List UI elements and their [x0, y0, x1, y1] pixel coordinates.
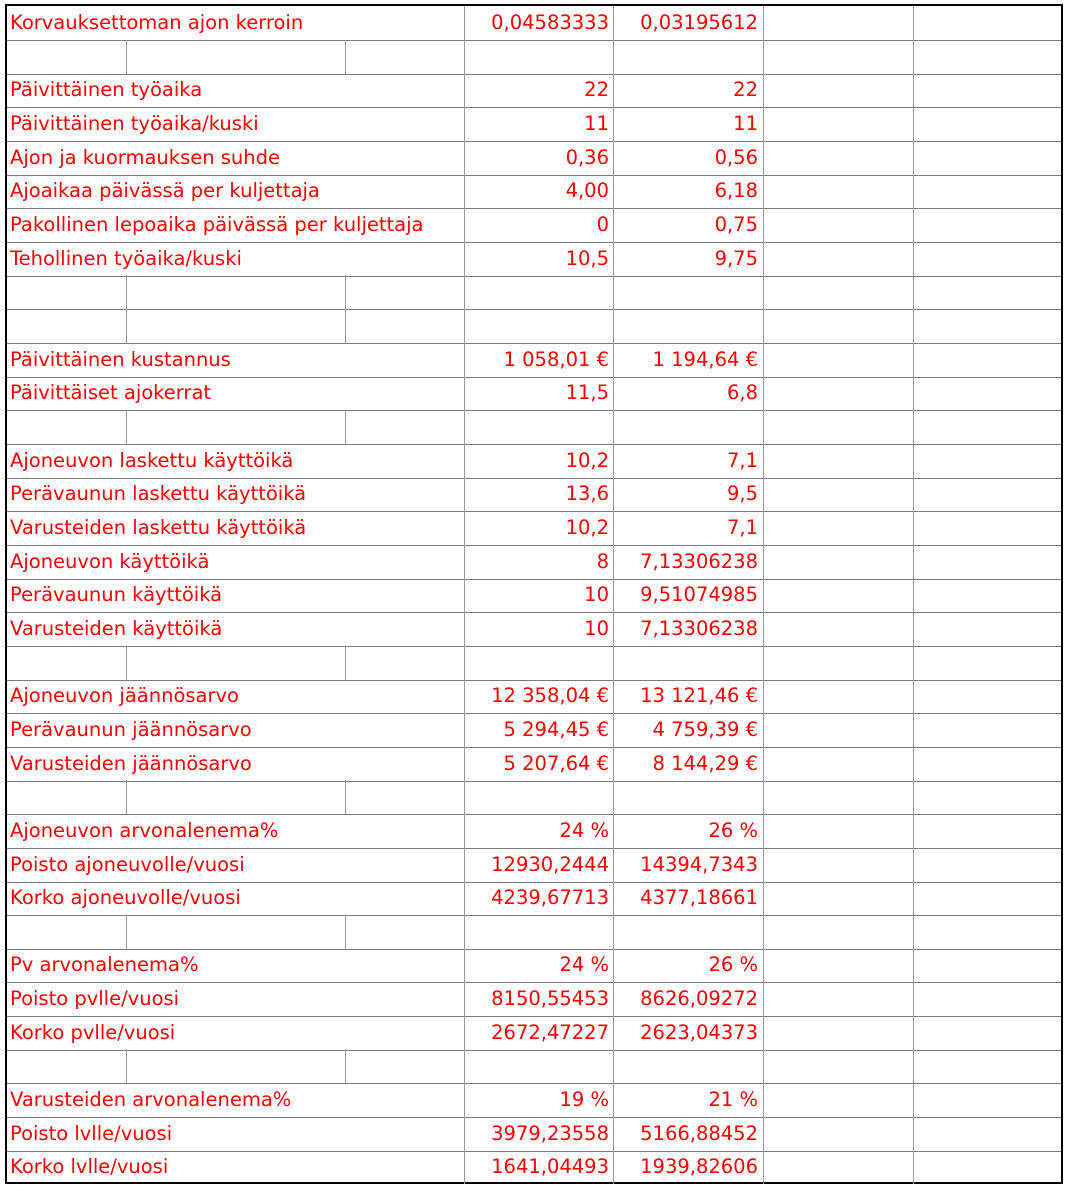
grid-line: [613, 646, 614, 680]
row-label-cell[interactable]: Ajoneuvon käyttöikä: [10, 549, 210, 573]
row-label-cell[interactable]: Korko ajoneuvolle/vuosi: [10, 886, 241, 910]
grid-line: [613, 40, 614, 74]
grid-line: [763, 1016, 764, 1050]
grid-line: [913, 242, 914, 276]
grid-line: [913, 511, 914, 545]
grid-line: [464, 410, 465, 444]
value-cell-1[interactable]: 0,36: [565, 145, 609, 169]
value-cell-1[interactable]: 2672,47227: [491, 1020, 609, 1044]
row-label-cell[interactable]: Poisto pvlle/vuosi: [10, 987, 180, 1011]
grid-line: [763, 6, 764, 40]
grid-line: [613, 1083, 614, 1117]
value-cell-2[interactable]: 0,03195612: [640, 11, 758, 34]
grid-line: [763, 477, 764, 511]
grid-line: [913, 982, 914, 1016]
grid-line: [613, 242, 614, 276]
value-cell-1[interactable]: [472, 1049, 609, 1083]
grid-line: [763, 612, 764, 646]
grid-line: [763, 242, 764, 276]
grid-line: [763, 948, 764, 982]
grid-line: [464, 444, 465, 478]
table-row: [7, 848, 1061, 883]
table-row: [7, 73, 1061, 108]
row-label-cell[interactable]: Ajoneuvon laskettu käyttöikä: [10, 448, 294, 472]
grid-line: [763, 309, 764, 343]
grid-line: [763, 915, 764, 949]
grid-line: [613, 275, 614, 309]
value-cell-1[interactable]: 0: [596, 212, 609, 236]
grid-line: [913, 275, 914, 309]
grid-line: [913, 1117, 914, 1151]
grid-line: [913, 376, 914, 410]
grid-line: [613, 174, 614, 208]
grid-line: [464, 814, 465, 848]
table-row: [7, 309, 1061, 344]
grid-line: [763, 1117, 764, 1151]
grid-line: [613, 780, 614, 814]
grid-line: [913, 545, 914, 579]
value-cell-1[interactable]: [472, 410, 609, 444]
row-label-cell[interactable]: Korko lvlle/vuosi: [10, 1155, 169, 1179]
grid-line: [613, 343, 614, 377]
grid-line: [464, 848, 465, 882]
grid-line: [613, 747, 614, 781]
grid-line: [613, 410, 614, 444]
grid-line: [464, 578, 465, 612]
grid-line: [613, 1150, 614, 1184]
table-row: [7, 40, 1061, 75]
grid-line: [763, 208, 764, 242]
row-label-cell[interactable]: Poisto ajoneuvolle/vuosi: [10, 852, 245, 876]
grid-line: [464, 6, 465, 40]
value-cell-1[interactable]: 1 058,01 €: [503, 347, 609, 371]
grid-line: [763, 545, 764, 579]
grid-line: [613, 1016, 614, 1050]
grid-line: [763, 275, 764, 309]
grid-line: [613, 881, 614, 915]
grid-line: [763, 343, 764, 377]
grid-line: [464, 948, 465, 982]
row-label-cell[interactable]: Tehollinen työaika/kuski: [10, 246, 242, 270]
grid-line: [913, 73, 914, 107]
table-row: [7, 141, 1061, 176]
grid-line: [913, 1049, 914, 1083]
grid-line: [913, 309, 914, 343]
value-cell-2[interactable]: 4377,18661: [640, 886, 758, 910]
grid-line: [613, 141, 614, 175]
table-row: [7, 948, 1061, 983]
table-row: [7, 780, 1061, 815]
grid-line: [613, 545, 614, 579]
grid-line: [464, 915, 465, 949]
value-cell-1[interactable]: 10,5: [565, 246, 609, 270]
value-cell-1[interactable]: 19 %: [559, 1088, 609, 1112]
grid-line: [345, 275, 346, 309]
grid-line: [913, 174, 914, 208]
grid-line: [613, 6, 614, 40]
value-cell-2[interactable]: [617, 646, 758, 680]
grid-line: [613, 948, 614, 982]
value-cell-1[interactable]: [472, 646, 609, 680]
grid-line: [913, 713, 914, 747]
value-cell-2[interactable]: 9,5: [726, 482, 758, 506]
grid-line: [913, 141, 914, 175]
value-cell-1[interactable]: 10,2: [565, 448, 609, 472]
value-cell-2[interactable]: [617, 1049, 758, 1083]
table-row: [7, 578, 1061, 613]
row-label-cell[interactable]: Ajon ja kuormauksen suhde: [10, 145, 281, 169]
value-cell-1[interactable]: 10,2: [565, 515, 609, 539]
table-row: [7, 545, 1061, 580]
table-row: [7, 982, 1061, 1017]
grid-line: [464, 477, 465, 511]
table-row: [7, 6, 1061, 41]
grid-line: [613, 915, 614, 949]
value-cell-2[interactable]: 26 %: [708, 953, 758, 977]
grid-line: [126, 646, 127, 680]
grid-line: [613, 511, 614, 545]
grid-line: [345, 1049, 346, 1083]
value-cell-1[interactable]: 5 207,64 €: [503, 751, 609, 775]
table-row: [7, 1016, 1061, 1051]
grid-line: [613, 107, 614, 141]
table-row: [7, 915, 1061, 950]
grid-line: [464, 309, 465, 343]
table-row: [7, 343, 1061, 378]
table-row: [7, 107, 1061, 142]
value-cell-2[interactable]: 11: [733, 111, 758, 135]
table-row: [7, 814, 1061, 849]
table-row: [7, 242, 1061, 277]
row-label-cell[interactable]: Varusteiden laskettu käyttöikä: [10, 515, 307, 539]
grid-line: [464, 1150, 465, 1184]
grid-line: [464, 511, 465, 545]
grid-line: [913, 6, 914, 40]
grid-line: [464, 982, 465, 1016]
grid-line: [464, 376, 465, 410]
value-cell-2[interactable]: 0,75: [714, 212, 758, 236]
grid-line: [763, 107, 764, 141]
grid-line: [613, 1049, 614, 1083]
value-cell-1[interactable]: 1641,04493: [491, 1155, 609, 1179]
value-cell-1[interactable]: 22: [584, 78, 609, 102]
grid-line: [763, 73, 764, 107]
grid-line: [345, 410, 346, 444]
value-cell-1[interactable]: 10: [584, 583, 609, 607]
row-label-cell[interactable]: Pv arvonalenema%: [10, 953, 199, 977]
value-cell-2[interactable]: 7,13306238: [640, 616, 758, 640]
grid-line: [464, 275, 465, 309]
row-label-cell[interactable]: Päivittäiset ajokerrat: [10, 381, 212, 405]
table-row: [7, 1049, 1061, 1084]
value-cell-2[interactable]: 22: [733, 78, 758, 102]
value-cell-2[interactable]: 8626,09272: [640, 987, 758, 1011]
value-cell-1[interactable]: 12 358,04 €: [491, 684, 609, 708]
value-cell-2[interactable]: [617, 309, 758, 343]
row-label-cell[interactable]: Korko pvlle/vuosi: [10, 1020, 176, 1044]
table-row: [7, 477, 1061, 512]
value-cell-2[interactable]: 1939,82606: [640, 1155, 758, 1179]
value-cell-1[interactable]: [472, 275, 609, 309]
grid-line: [913, 646, 914, 680]
value-cell-1[interactable]: 13,6: [565, 482, 609, 506]
grid-line: [126, 780, 127, 814]
grid-line: [464, 881, 465, 915]
value-cell-1[interactable]: 8150,55453: [491, 987, 609, 1011]
grid-line: [464, 208, 465, 242]
grid-line: [464, 646, 465, 680]
value-cell-1[interactable]: 4,00: [565, 179, 609, 203]
row-label-cell[interactable]: Korvauksettoman ajon kerroin: [10, 11, 304, 34]
grid-line: [613, 1117, 614, 1151]
grid-line: [613, 814, 614, 848]
grid-line: [613, 982, 614, 1016]
row-label-cell[interactable]: Varusteiden käyttöikä: [10, 616, 223, 640]
grid-line: [464, 242, 465, 276]
value-cell-2[interactable]: [617, 40, 758, 74]
grid-line: [913, 343, 914, 377]
table-row: [7, 747, 1061, 782]
grid-line: [913, 747, 914, 781]
row-label-cell[interactable]: Pakollinen lepoaika päivässä per kuljettaja: [10, 212, 424, 236]
row-label-cell[interactable]: Perävaunun jäännösarvo: [10, 717, 252, 741]
grid-line: [763, 174, 764, 208]
table-row: [7, 713, 1061, 748]
value-cell-2[interactable]: [617, 780, 758, 814]
grid-line: [913, 612, 914, 646]
value-cell-2[interactable]: [617, 915, 758, 949]
grid-line: [345, 780, 346, 814]
value-cell-1[interactable]: 11,5: [565, 381, 609, 405]
grid-line: [913, 444, 914, 478]
value-cell-2[interactable]: 0,56: [714, 145, 758, 169]
grid-line: [613, 578, 614, 612]
value-cell-2[interactable]: [617, 275, 758, 309]
value-cell-2[interactable]: 9,51074985: [640, 583, 758, 607]
value-cell-1[interactable]: [472, 40, 609, 74]
value-cell-2[interactable]: 6,8: [726, 381, 758, 405]
grid-line: [464, 1016, 465, 1050]
grid-line: [763, 881, 764, 915]
spreadsheet: [5, 4, 1063, 1184]
grid-line: [913, 477, 914, 511]
row-label-cell[interactable]: Perävaunun käyttöikä: [10, 583, 223, 607]
grid-line: [345, 40, 346, 74]
value-cell-2[interactable]: 4 759,39 €: [652, 717, 758, 741]
grid-line: [126, 309, 127, 343]
grid-line: [913, 679, 914, 713]
value-cell-1[interactable]: 12930,2444: [491, 852, 609, 876]
table-row: [7, 208, 1061, 243]
grid-line: [763, 646, 764, 680]
grid-line: [464, 747, 465, 781]
value-cell-2[interactable]: 26 %: [708, 818, 758, 842]
grid-line: [913, 1016, 914, 1050]
row-label-cell[interactable]: Päivittäinen työaika: [10, 78, 203, 102]
grid-line: [763, 511, 764, 545]
grid-line: [613, 309, 614, 343]
grid-line: [913, 208, 914, 242]
grid-line: [613, 73, 614, 107]
value-cell-2[interactable]: 5166,88452: [640, 1121, 758, 1145]
value-cell-2[interactable]: 13 121,46 €: [640, 684, 758, 708]
row-label-cell[interactable]: Ajoneuvon jäännösarvo: [10, 684, 239, 708]
table-row: [7, 174, 1061, 209]
row-label-cell[interactable]: Ajoaikaa päivässä per kuljettaja: [10, 179, 320, 203]
grid-line: [763, 141, 764, 175]
grid-line: [613, 376, 614, 410]
grid-line: [763, 1049, 764, 1083]
grid-line: [464, 713, 465, 747]
grid-line: [763, 679, 764, 713]
grid-line: [464, 679, 465, 713]
grid-line: [464, 343, 465, 377]
grid-line: [913, 1083, 914, 1117]
grid-line: [613, 477, 614, 511]
row-label-cell[interactable]: Varusteiden jäännösarvo: [10, 751, 252, 775]
grid-line: [763, 747, 764, 781]
value-cell-2[interactable]: 8 144,29 €: [652, 751, 758, 775]
row-label-cell[interactable]: Ajoneuvon arvonalenema%: [10, 818, 279, 842]
table-row: [7, 1150, 1061, 1184]
value-cell-1[interactable]: [472, 915, 609, 949]
grid-line: [464, 780, 465, 814]
grid-line: [613, 444, 614, 478]
grid-line: [464, 612, 465, 646]
value-cell-1[interactable]: 11: [584, 111, 609, 135]
value-cell-1[interactable]: 3979,23558: [491, 1121, 609, 1145]
grid-line: [913, 1150, 914, 1184]
value-cell-2[interactable]: 14394,7343: [640, 852, 758, 876]
table-row: [7, 1117, 1061, 1152]
grid-line: [763, 410, 764, 444]
value-cell-1[interactable]: 10: [584, 616, 609, 640]
value-cell-1[interactable]: 24 %: [559, 818, 609, 842]
grid-line: [464, 107, 465, 141]
value-cell-1[interactable]: 4239,67713: [491, 886, 609, 910]
grid-line: [913, 780, 914, 814]
value-cell-1[interactable]: 0,04583333: [491, 11, 609, 34]
grid-line: [464, 545, 465, 579]
row-label-cell[interactable]: Päivittäinen työaika/kuski: [10, 111, 259, 135]
grid-line: [763, 713, 764, 747]
grid-line: [763, 780, 764, 814]
grid-line: [464, 1117, 465, 1151]
grid-line: [763, 982, 764, 1016]
value-cell-2[interactable]: 6,18: [714, 179, 758, 203]
grid-line: [464, 141, 465, 175]
grid-line: [613, 679, 614, 713]
grid-line: [763, 376, 764, 410]
value-cell-2[interactable]: 2623,04373: [640, 1020, 758, 1044]
value-cell-2[interactable]: 1 194,64 €: [652, 347, 758, 371]
table-row: [7, 612, 1061, 647]
value-cell-2[interactable]: 7,13306238: [640, 549, 758, 573]
value-cell-2[interactable]: 7,1: [726, 448, 758, 472]
table-row: [7, 881, 1061, 916]
table-row: [7, 511, 1061, 546]
grid-line: [126, 40, 127, 74]
grid-line: [913, 814, 914, 848]
table-row: [7, 376, 1061, 411]
grid-line: [464, 73, 465, 107]
grid-line: [763, 848, 764, 882]
grid-line: [613, 208, 614, 242]
grid-line: [913, 410, 914, 444]
value-cell-1[interactable]: 8: [596, 549, 609, 573]
grid-line: [613, 612, 614, 646]
table-row: [7, 679, 1061, 714]
grid-line: [613, 848, 614, 882]
grid-line: [913, 948, 914, 982]
grid-line: [763, 444, 764, 478]
grid-line: [464, 1083, 465, 1117]
value-cell-2[interactable]: [617, 410, 758, 444]
table-row: [7, 275, 1061, 310]
grid-line: [913, 40, 914, 74]
value-cell-2[interactable]: 7,1: [726, 515, 758, 539]
value-cell-1[interactable]: 24 %: [559, 953, 609, 977]
row-label-cell[interactable]: Päivittäinen kustannus: [10, 347, 231, 371]
grid-line: [763, 814, 764, 848]
grid-line: [126, 915, 127, 949]
grid-line: [913, 107, 914, 141]
grid-line: [126, 410, 127, 444]
grid-line: [464, 40, 465, 74]
grid-line: [763, 1083, 764, 1117]
table-row: [7, 410, 1061, 445]
grid-line: [464, 1049, 465, 1083]
grid-line: [763, 40, 764, 74]
value-cell-1[interactable]: [472, 309, 609, 343]
row-label-cell[interactable]: Varusteiden arvonalenema%: [10, 1088, 292, 1112]
grid-line: [913, 915, 914, 949]
table-row: [7, 1083, 1061, 1118]
grid-line: [763, 578, 764, 612]
grid-line: [913, 881, 914, 915]
grid-line: [613, 713, 614, 747]
grid-line: [913, 578, 914, 612]
grid-line: [126, 1049, 127, 1083]
grid-line: [763, 1150, 764, 1184]
row-label-cell[interactable]: Poisto lvlle/vuosi: [10, 1121, 173, 1145]
value-cell-1[interactable]: 5 294,45 €: [503, 717, 609, 741]
grid-line: [913, 848, 914, 882]
row-label-cell[interactable]: Perävaunun laskettu käyttöikä: [10, 482, 307, 506]
grid-line: [126, 275, 127, 309]
table-row: [7, 444, 1061, 479]
grid-line: [464, 174, 465, 208]
grid-line: [345, 915, 346, 949]
table-row: [7, 646, 1061, 681]
value-cell-2[interactable]: 21 %: [708, 1088, 758, 1112]
grid-line: [345, 309, 346, 343]
grid-line: [345, 646, 346, 680]
value-cell-2[interactable]: 9,75: [714, 246, 758, 270]
value-cell-1[interactable]: [472, 780, 609, 814]
